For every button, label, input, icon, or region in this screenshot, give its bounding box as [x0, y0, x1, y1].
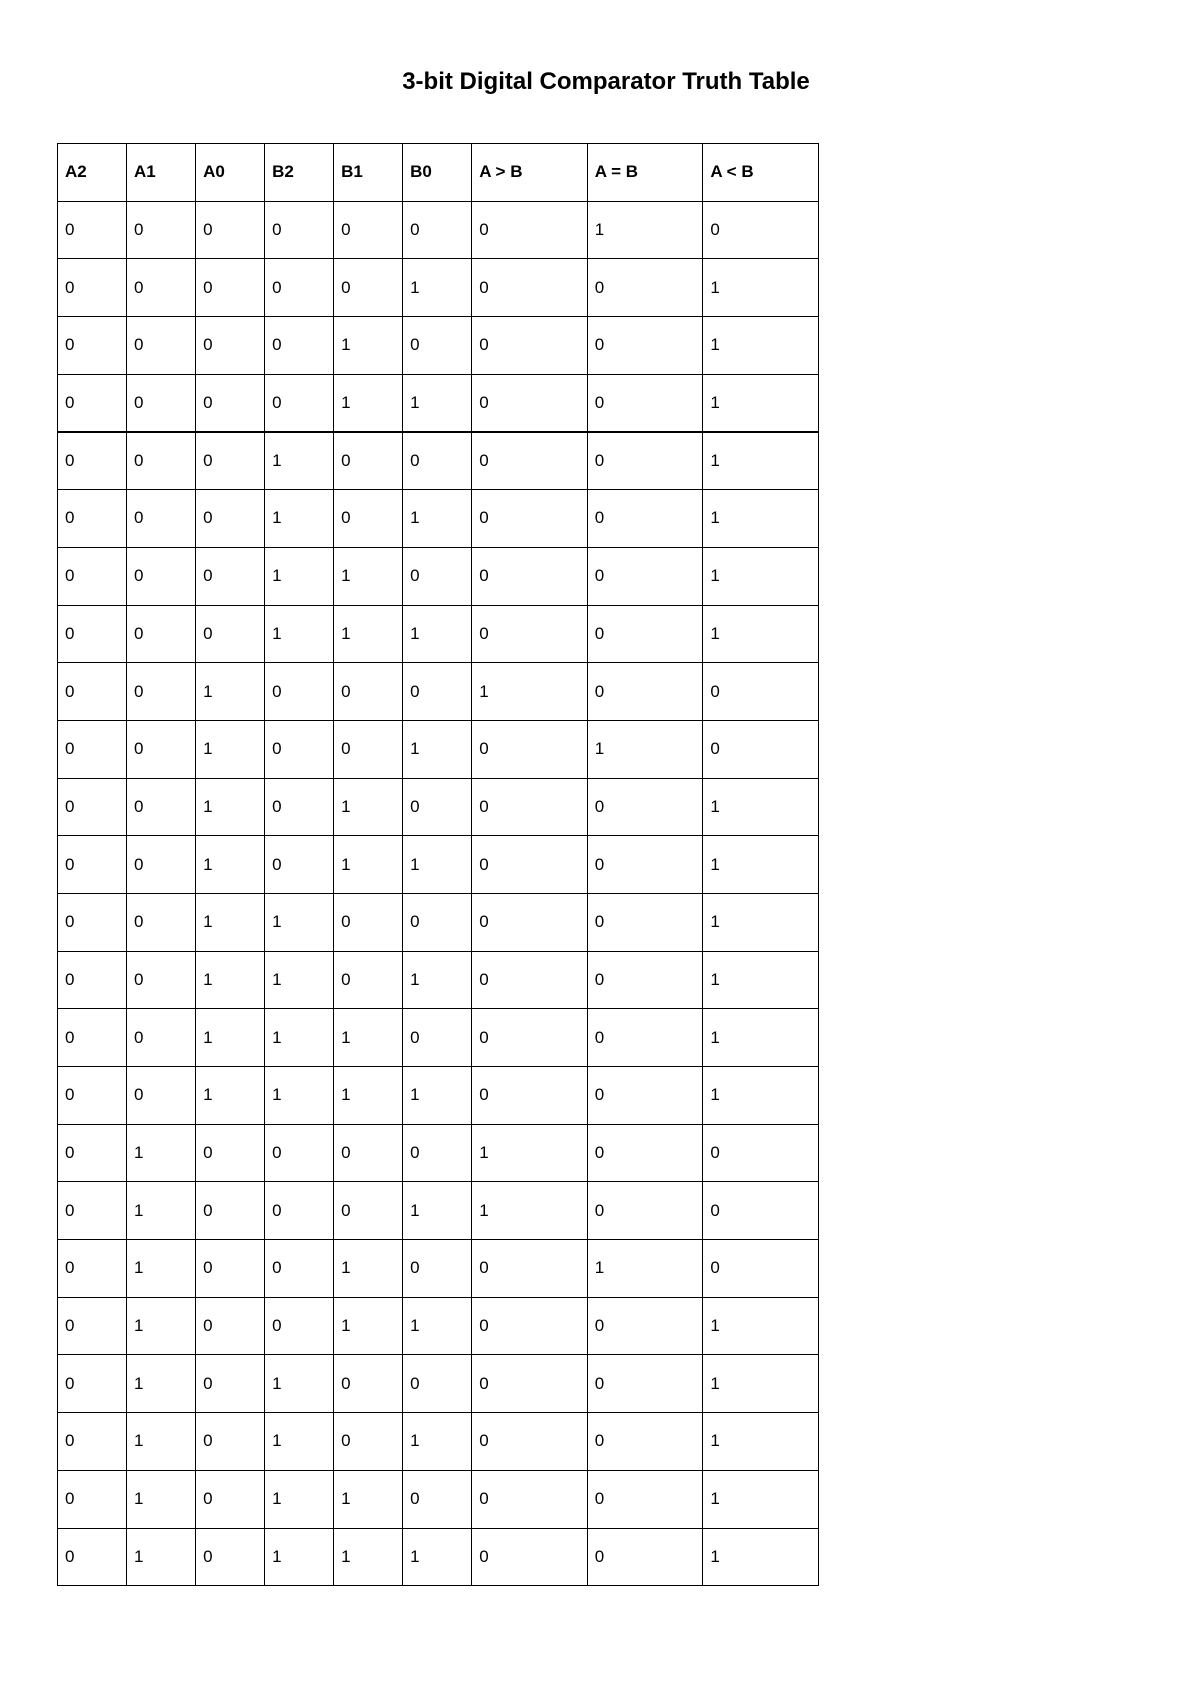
cell-a1: 0 — [127, 836, 196, 894]
cell-b1: 1 — [334, 1470, 403, 1528]
cell-a-equal-b: 1 — [587, 720, 703, 778]
cell-b0: 1 — [403, 605, 472, 663]
cell-b2: 1 — [265, 1528, 334, 1586]
cell-a0: 0 — [196, 259, 265, 317]
cell-b1: 1 — [334, 1067, 403, 1125]
cell-a-greater-b: 0 — [472, 547, 588, 605]
cell-b0: 1 — [403, 1067, 472, 1125]
cell-a-equal-b: 0 — [587, 317, 703, 375]
cell-a-equal-b: 1 — [587, 1240, 703, 1298]
cell-a2: 0 — [58, 1182, 127, 1240]
column-header-a1: A1 — [127, 144, 196, 202]
table-row — [58, 605, 819, 663]
cell-a-less-b: 1 — [703, 1067, 819, 1125]
cell-a-greater-b: 0 — [472, 1413, 588, 1471]
cell-b0: 0 — [403, 1009, 472, 1067]
header-row — [58, 144, 819, 202]
cell-a2: 0 — [58, 951, 127, 1009]
cell-a1: 1 — [127, 1470, 196, 1528]
cell-a-greater-b: 0 — [472, 720, 588, 778]
cell-b1: 1 — [334, 778, 403, 836]
cell-b1: 1 — [334, 317, 403, 375]
cell-b1: 1 — [334, 836, 403, 894]
cell-a-less-b: 1 — [703, 1470, 819, 1528]
cell-b1: 1 — [334, 1297, 403, 1355]
cell-b1: 1 — [334, 605, 403, 663]
table-row — [58, 374, 819, 432]
cell-a2: 0 — [58, 432, 127, 490]
cell-a1: 0 — [127, 663, 196, 721]
cell-a0: 1 — [196, 663, 265, 721]
cell-a-less-b: 1 — [703, 1355, 819, 1413]
cell-b2: 0 — [265, 1297, 334, 1355]
cell-a-greater-b: 0 — [472, 836, 588, 894]
cell-a2: 0 — [58, 1297, 127, 1355]
cell-a1: 1 — [127, 1528, 196, 1586]
cell-a1: 0 — [127, 1009, 196, 1067]
cell-a0: 0 — [196, 1355, 265, 1413]
cell-a1: 0 — [127, 317, 196, 375]
cell-a1: 0 — [127, 605, 196, 663]
cell-a1: 1 — [127, 1413, 196, 1471]
cell-b2: 1 — [265, 605, 334, 663]
cell-b1: 1 — [334, 547, 403, 605]
cell-b1: 0 — [334, 720, 403, 778]
cell-a-equal-b: 0 — [587, 547, 703, 605]
table-row — [58, 720, 819, 778]
table-row — [58, 1528, 819, 1586]
cell-b1: 0 — [334, 663, 403, 721]
cell-a-equal-b: 0 — [587, 1355, 703, 1413]
cell-a-greater-b: 1 — [472, 1124, 588, 1182]
table-row — [58, 490, 819, 548]
cell-a2: 0 — [58, 663, 127, 721]
cell-a-equal-b: 0 — [587, 374, 703, 432]
cell-b1: 0 — [334, 490, 403, 548]
cell-b1: 0 — [334, 1413, 403, 1471]
cell-a1: 0 — [127, 778, 196, 836]
cell-b2: 0 — [265, 1240, 334, 1298]
cell-b1: 0 — [334, 1182, 403, 1240]
cell-a-less-b: 0 — [703, 663, 819, 721]
column-header-a-less-b: A < B — [703, 144, 819, 202]
cell-a1: 0 — [127, 432, 196, 490]
cell-a-less-b: 1 — [703, 259, 819, 317]
table-row — [58, 317, 819, 375]
cell-a0: 0 — [196, 201, 265, 259]
table-row — [58, 1355, 819, 1413]
cell-b2: 1 — [265, 1009, 334, 1067]
cell-b0: 1 — [403, 1182, 472, 1240]
cell-a1: 1 — [127, 1124, 196, 1182]
cell-b2: 1 — [265, 432, 334, 490]
cell-a1: 0 — [127, 1067, 196, 1125]
cell-a0: 1 — [196, 1067, 265, 1125]
cell-a-less-b: 0 — [703, 1240, 819, 1298]
truth-table — [57, 143, 819, 1586]
cell-b0: 1 — [403, 374, 472, 432]
cell-b0: 0 — [403, 1240, 472, 1298]
cell-a1: 1 — [127, 1297, 196, 1355]
cell-b2: 1 — [265, 1413, 334, 1471]
cell-b0: 0 — [403, 893, 472, 951]
cell-b2: 0 — [265, 663, 334, 721]
cell-b1: 0 — [334, 432, 403, 490]
table-row — [58, 951, 819, 1009]
cell-a-greater-b: 0 — [472, 201, 588, 259]
cell-a-less-b: 1 — [703, 547, 819, 605]
cell-a1: 0 — [127, 259, 196, 317]
cell-a-greater-b: 0 — [472, 605, 588, 663]
cell-a-less-b: 1 — [703, 1413, 819, 1471]
table-row — [58, 1067, 819, 1125]
cell-a0: 0 — [196, 547, 265, 605]
cell-a2: 0 — [58, 893, 127, 951]
cell-a-greater-b: 0 — [472, 778, 588, 836]
cell-a2: 0 — [58, 374, 127, 432]
cell-a-greater-b: 0 — [472, 432, 588, 490]
cell-b0: 1 — [403, 951, 472, 1009]
cell-a-greater-b: 0 — [472, 951, 588, 1009]
cell-b0: 0 — [403, 1124, 472, 1182]
cell-a1: 0 — [127, 893, 196, 951]
cell-a0: 0 — [196, 432, 265, 490]
column-header-a2: A2 — [58, 144, 127, 202]
cell-a-less-b: 1 — [703, 1009, 819, 1067]
table-body — [58, 201, 819, 1586]
cell-a-less-b: 0 — [703, 1182, 819, 1240]
cell-a2: 0 — [58, 317, 127, 375]
cell-a0: 0 — [196, 1413, 265, 1471]
cell-b0: 0 — [403, 317, 472, 375]
cell-a-greater-b: 0 — [472, 1470, 588, 1528]
cell-a-less-b: 1 — [703, 836, 819, 894]
page-title: 3-bit Digital Comparator Truth Table — [402, 68, 810, 95]
cell-b0: 0 — [403, 1355, 472, 1413]
cell-a0: 1 — [196, 836, 265, 894]
cell-b2: 0 — [265, 374, 334, 432]
cell-a-greater-b: 0 — [472, 259, 588, 317]
table-row — [58, 778, 819, 836]
table-row — [58, 201, 819, 259]
table-row — [58, 836, 819, 894]
cell-a0: 0 — [196, 605, 265, 663]
cell-a-less-b: 1 — [703, 432, 819, 490]
cell-b0: 0 — [403, 1470, 472, 1528]
cell-a-equal-b: 0 — [587, 1528, 703, 1586]
cell-a2: 0 — [58, 1528, 127, 1586]
cell-b2: 0 — [265, 259, 334, 317]
cell-a-equal-b: 1 — [587, 201, 703, 259]
cell-b2: 0 — [265, 1182, 334, 1240]
table-row — [58, 1009, 819, 1067]
cell-a-equal-b: 0 — [587, 432, 703, 490]
cell-b2: 1 — [265, 1355, 334, 1413]
cell-b0: 1 — [403, 1528, 472, 1586]
cell-a-less-b: 0 — [703, 1124, 819, 1182]
cell-b2: 1 — [265, 1067, 334, 1125]
cell-a-greater-b: 0 — [472, 374, 588, 432]
table-row — [58, 1470, 819, 1528]
table-row — [58, 893, 819, 951]
cell-a2: 0 — [58, 1413, 127, 1471]
cell-a-equal-b: 0 — [587, 778, 703, 836]
cell-a2: 0 — [58, 836, 127, 894]
cell-a-less-b: 0 — [703, 201, 819, 259]
cell-a0: 0 — [196, 1124, 265, 1182]
cell-b1: 0 — [334, 201, 403, 259]
table-row — [58, 432, 819, 490]
cell-b2: 1 — [265, 951, 334, 1009]
cell-b2: 1 — [265, 1470, 334, 1528]
column-header-b2: B2 — [265, 144, 334, 202]
cell-a1: 1 — [127, 1182, 196, 1240]
cell-a1: 0 — [127, 547, 196, 605]
cell-b0: 1 — [403, 490, 472, 548]
cell-a2: 0 — [58, 1067, 127, 1125]
cell-a-greater-b: 0 — [472, 1297, 588, 1355]
cell-a-equal-b: 0 — [587, 1413, 703, 1471]
column-header-b0: B0 — [403, 144, 472, 202]
cell-a2: 0 — [58, 605, 127, 663]
cell-b0: 0 — [403, 432, 472, 490]
column-header-a-greater-b: A > B — [472, 144, 588, 202]
cell-b2: 0 — [265, 720, 334, 778]
cell-a-equal-b: 0 — [587, 1067, 703, 1125]
cell-a2: 0 — [58, 201, 127, 259]
cell-b2: 0 — [265, 201, 334, 259]
cell-a-equal-b: 0 — [587, 663, 703, 721]
cell-a-greater-b: 0 — [472, 1240, 588, 1298]
cell-a-less-b: 1 — [703, 374, 819, 432]
cell-a-equal-b: 0 — [587, 1124, 703, 1182]
table-row — [58, 663, 819, 721]
table-row — [58, 1240, 819, 1298]
cell-a2: 0 — [58, 547, 127, 605]
cell-a-equal-b: 0 — [587, 1470, 703, 1528]
cell-b2: 0 — [265, 778, 334, 836]
cell-b1: 0 — [334, 893, 403, 951]
cell-a1: 0 — [127, 201, 196, 259]
cell-a0: 1 — [196, 893, 265, 951]
cell-a-equal-b: 0 — [587, 893, 703, 951]
cell-a0: 0 — [196, 1297, 265, 1355]
cell-a-less-b: 1 — [703, 605, 819, 663]
cell-a0: 0 — [196, 1470, 265, 1528]
cell-b0: 0 — [403, 778, 472, 836]
cell-a-less-b: 1 — [703, 317, 819, 375]
cell-a-greater-b: 0 — [472, 490, 588, 548]
cell-a-less-b: 0 — [703, 720, 819, 778]
cell-a-less-b: 1 — [703, 778, 819, 836]
table-row — [58, 1182, 819, 1240]
cell-b0: 1 — [403, 1297, 472, 1355]
cell-a0: 0 — [196, 490, 265, 548]
cell-a-greater-b: 0 — [472, 1009, 588, 1067]
cell-b0: 1 — [403, 1413, 472, 1471]
cell-a2: 0 — [58, 1355, 127, 1413]
cell-a1: 0 — [127, 490, 196, 548]
cell-b1: 1 — [334, 1528, 403, 1586]
cell-a0: 1 — [196, 720, 265, 778]
cell-a-greater-b: 0 — [472, 317, 588, 375]
cell-a1: 1 — [127, 1355, 196, 1413]
cell-a-greater-b: 0 — [472, 1355, 588, 1413]
table-row — [58, 547, 819, 605]
cell-a-greater-b: 0 — [472, 893, 588, 951]
cell-a0: 0 — [196, 1528, 265, 1586]
cell-b1: 1 — [334, 1009, 403, 1067]
cell-a-less-b: 1 — [703, 1297, 819, 1355]
cell-b2: 0 — [265, 836, 334, 894]
cell-a0: 0 — [196, 317, 265, 375]
cell-a0: 0 — [196, 374, 265, 432]
table-row — [58, 1124, 819, 1182]
cell-a0: 1 — [196, 951, 265, 1009]
cell-b1: 0 — [334, 1124, 403, 1182]
cell-b0: 0 — [403, 547, 472, 605]
cell-a-greater-b: 1 — [472, 1182, 588, 1240]
cell-a2: 0 — [58, 259, 127, 317]
cell-a2: 0 — [58, 1470, 127, 1528]
cell-a2: 0 — [58, 778, 127, 836]
cell-a-less-b: 1 — [703, 490, 819, 548]
cell-a-equal-b: 0 — [587, 1182, 703, 1240]
cell-b0: 1 — [403, 259, 472, 317]
cell-a-greater-b: 0 — [472, 1067, 588, 1125]
cell-b1: 0 — [334, 951, 403, 1009]
cell-a2: 0 — [58, 720, 127, 778]
cell-b1: 1 — [334, 374, 403, 432]
cell-a-equal-b: 0 — [587, 951, 703, 1009]
cell-a2: 0 — [58, 1009, 127, 1067]
cell-a-less-b: 1 — [703, 951, 819, 1009]
column-header-a0: A0 — [196, 144, 265, 202]
cell-b0: 0 — [403, 201, 472, 259]
table-row — [58, 1297, 819, 1355]
cell-b1: 0 — [334, 1355, 403, 1413]
cell-a2: 0 — [58, 1124, 127, 1182]
cell-a0: 1 — [196, 1009, 265, 1067]
cell-a1: 0 — [127, 374, 196, 432]
table-row — [58, 259, 819, 317]
column-header-a-equal-b: A = B — [587, 144, 703, 202]
cell-b0: 1 — [403, 836, 472, 894]
cell-a0: 1 — [196, 778, 265, 836]
cell-a-equal-b: 0 — [587, 836, 703, 894]
cell-b2: 0 — [265, 1124, 334, 1182]
cell-a-equal-b: 0 — [587, 605, 703, 663]
cell-b0: 1 — [403, 720, 472, 778]
cell-b2: 1 — [265, 490, 334, 548]
cell-a-equal-b: 0 — [587, 1297, 703, 1355]
cell-a1: 1 — [127, 1240, 196, 1298]
cell-b0: 0 — [403, 663, 472, 721]
cell-b2: 1 — [265, 893, 334, 951]
cell-a0: 0 — [196, 1182, 265, 1240]
cell-a-equal-b: 0 — [587, 1009, 703, 1067]
table-row — [58, 1413, 819, 1471]
column-header-b1: B1 — [334, 144, 403, 202]
cell-a-less-b: 1 — [703, 893, 819, 951]
cell-b1: 1 — [334, 1240, 403, 1298]
cell-a-equal-b: 0 — [587, 490, 703, 548]
cell-a-less-b: 1 — [703, 1528, 819, 1586]
cell-b1: 0 — [334, 259, 403, 317]
cell-a2: 0 — [58, 490, 127, 548]
cell-b2: 0 — [265, 317, 334, 375]
cell-a1: 0 — [127, 951, 196, 1009]
cell-a-greater-b: 0 — [472, 1528, 588, 1586]
cell-a-equal-b: 0 — [587, 259, 703, 317]
cell-a2: 0 — [58, 1240, 127, 1298]
cell-a-greater-b: 1 — [472, 663, 588, 721]
cell-a0: 0 — [196, 1240, 265, 1298]
cell-a1: 0 — [127, 720, 196, 778]
cell-b2: 1 — [265, 547, 334, 605]
